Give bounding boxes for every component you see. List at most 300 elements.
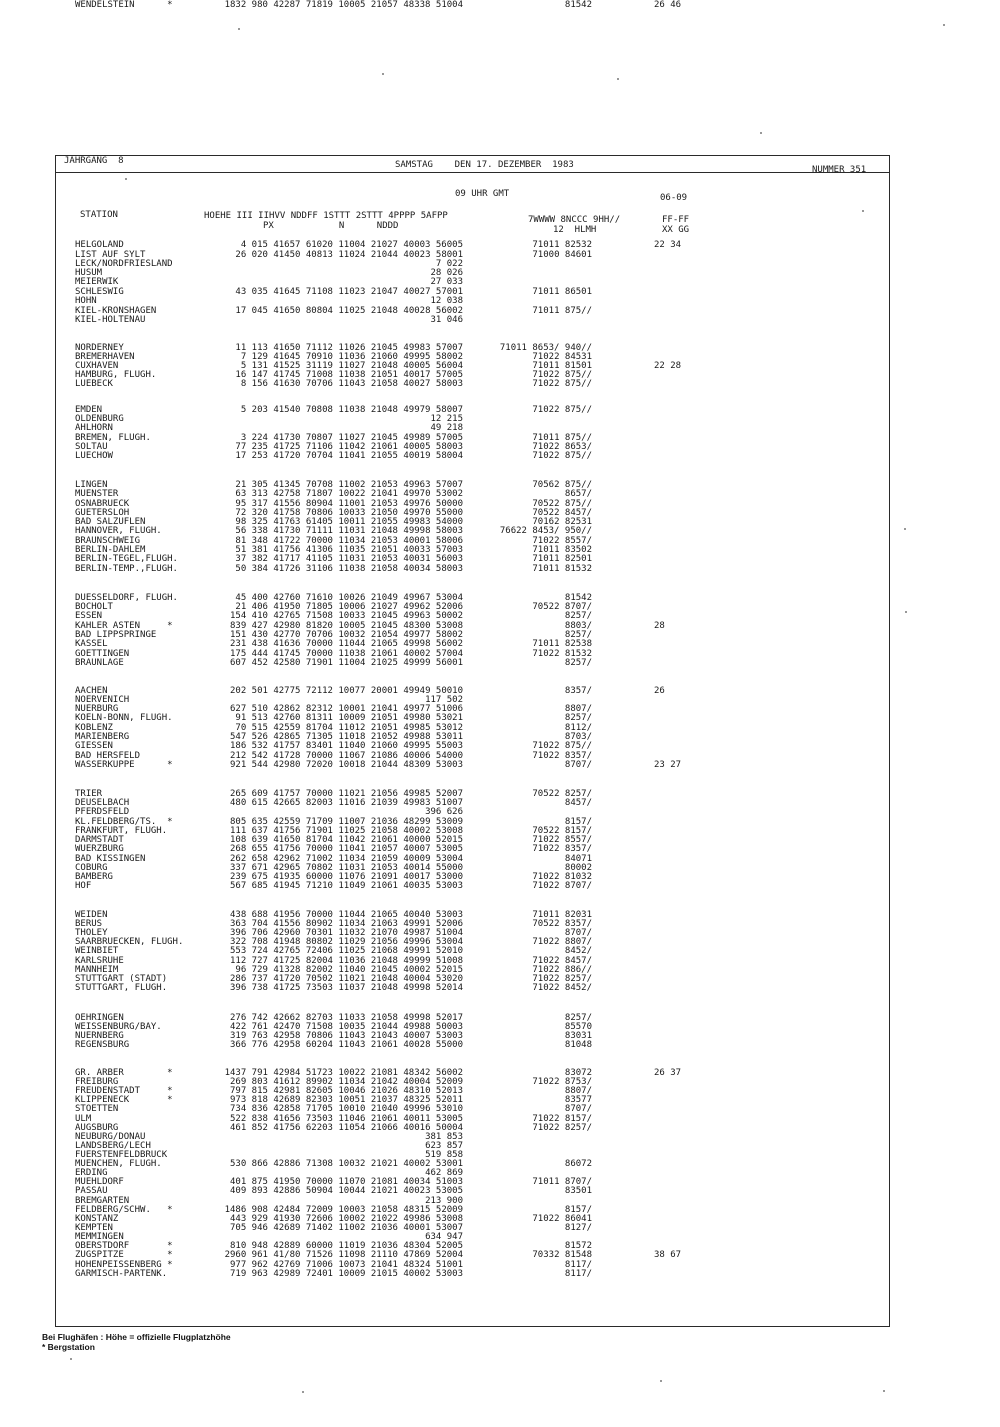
- scan-speck: [904, 528, 906, 530]
- station-name: BREMGARTEN: [75, 1196, 130, 1206]
- station-name: ERDING: [75, 1168, 108, 1178]
- station-main-groups: 462 869: [425, 1168, 463, 1178]
- station-seven-groups: 71022 886//: [532, 965, 592, 975]
- station-name: PFERDSFELD: [75, 807, 130, 817]
- station-name: FREIBURG: [75, 1077, 119, 1087]
- station-main-groups: 63 313 42758 71807 10022 21041 49970 53002: [235, 489, 463, 499]
- header-rule: [55, 172, 889, 173]
- station-main-groups: 154 410 42765 71508 10033 21045 49963 50002: [230, 611, 463, 621]
- station-name: NOERVENICH: [75, 695, 130, 705]
- station-name: BAMBERG: [75, 872, 113, 882]
- station-name: BREMERHAVEN: [75, 352, 135, 362]
- station-name: AUGSBURG: [75, 1123, 119, 1133]
- station-name: NUERBURG: [75, 704, 119, 714]
- station-main-groups: 396 706 42960 70301 11032 21070 49987 51004: [230, 928, 463, 938]
- station-name: WUERZBURG: [75, 844, 124, 854]
- station-seven-groups: 71011 875//: [532, 306, 592, 316]
- station-main-groups: 276 742 42662 82703 11033 21058 49998 52017: [230, 1013, 463, 1023]
- station-main-groups: 401 875 41950 70000 11070 21081 40034 51003: [230, 1177, 463, 1187]
- station-main-groups: 91 513 42760 81311 10009 21051 49980 53021: [235, 713, 463, 723]
- station-seven-groups: 8257/: [564, 630, 592, 640]
- station-seven-groups: 8257/: [564, 1013, 592, 1023]
- station-name: FUERSTENFELDBRUCK: [75, 1150, 168, 1160]
- station-name: MUEHLDORF: [75, 1177, 124, 1187]
- station-name: KLIPPENECK *: [75, 1095, 173, 1105]
- scan-speck: [382, 73, 384, 75]
- date-label: SAMSTAG DEN 17. DEZEMBER 1983: [395, 160, 574, 170]
- scan-speck: [862, 210, 864, 212]
- station-main-groups: 17 253 41720 70704 11041 21055 40019 58004: [235, 451, 463, 461]
- table-row: [0, 807, 1000, 817]
- station-name: KIEL-HOLTENAU: [75, 315, 146, 325]
- station-seven-groups: 81048: [564, 1040, 592, 1050]
- scan-speck: [125, 178, 127, 180]
- station-main-groups: 175 444 41745 70000 11038 21061 40002 57004: [230, 649, 463, 659]
- station-seven-groups: 8657/: [564, 489, 592, 499]
- station-seven-groups: 8707/: [564, 760, 592, 770]
- station-name: REGENSBURG: [75, 1040, 130, 1050]
- station-seven-groups: 83501: [564, 1186, 592, 1196]
- station-name: BERLIN-TEGEL,FLUGH.: [75, 554, 178, 564]
- station-main-groups: 1486 908 42484 72009 10003 21058 48315 52009: [224, 1205, 463, 1215]
- station-main-groups: 268 655 41756 70000 11041 21057 40007 53005: [230, 844, 463, 854]
- scan-speck: [883, 1390, 885, 1392]
- table-row: [0, 564, 1000, 574]
- table-row: [0, 741, 1000, 751]
- table-row: [0, 0, 1000, 10]
- station-name: STUTTGART, FLUGH.: [75, 983, 168, 993]
- scan-speck: [943, 24, 945, 26]
- station-name: BAD HERSFELD: [75, 751, 141, 761]
- station-name: LECK/NORDFRIESLAND: [75, 259, 173, 269]
- station-main-groups: 422 761 42470 71508 10035 21044 49988 50003: [230, 1022, 463, 1032]
- station-main-groups: 77 235 41725 71106 11042 21061 40005 58003: [235, 442, 463, 452]
- station-seven-groups: 8807/: [564, 1086, 592, 1096]
- station-seven-groups: 8157/: [564, 1205, 592, 1215]
- observation-time: 09 UHR GMT: [455, 189, 510, 199]
- station-seven-groups: 71011 82538: [532, 639, 592, 649]
- station-name: BERLIN-DAHLEM: [75, 545, 146, 555]
- station-name: MARIENBERG: [75, 732, 130, 742]
- station-main-groups: 3 224 41730 70807 11027 21045 49989 57005: [240, 433, 463, 443]
- station-main-groups: 28 026: [430, 268, 463, 278]
- station-name: NEUBURG/DONAU: [75, 1132, 146, 1142]
- station-name: WEIDEN: [75, 910, 108, 920]
- station-main-groups: 363 704 41556 80902 11034 21063 49991 52006: [230, 919, 463, 929]
- station-seven-groups: 71022 86041: [532, 1214, 592, 1224]
- station-seven-groups: 8357/: [564, 686, 592, 696]
- station-main-groups: 627 510 42862 82312 10001 21041 49977 51006: [230, 704, 463, 714]
- station-seven-groups: 86072: [564, 1159, 592, 1169]
- station-seven-groups: 71022 875//: [532, 451, 592, 461]
- station-name: MEMMINGEN: [75, 1232, 124, 1242]
- station-name: KOELN-BONN, FLUGH.: [75, 713, 173, 723]
- station-main-groups: 634 947: [425, 1232, 463, 1242]
- station-name: BAD KISSINGEN: [75, 854, 146, 864]
- station-name: WEINBIET: [75, 946, 119, 956]
- station-seven-groups: 83031: [564, 1031, 592, 1041]
- station-seven-groups: 71022 8357/: [532, 844, 592, 854]
- station-name: HANNOVER, FLUGH.: [75, 526, 162, 536]
- station-main-groups: 11 113 41650 71112 11026 21045 49983 57007: [235, 343, 463, 353]
- station-name: KONSTANZ: [75, 1214, 119, 1224]
- station-seven-groups: 70522 8257/: [532, 789, 592, 799]
- table-row: [0, 844, 1000, 854]
- station-seven-groups: 71011 83502: [532, 545, 592, 555]
- table-row: [0, 1250, 1000, 1260]
- station-main-groups: 7 129 41645 70910 11036 21060 49995 58002: [240, 352, 463, 362]
- station-wind-gust: 26: [654, 686, 665, 696]
- station-seven-groups: 83577: [564, 1095, 592, 1105]
- station-seven-groups: 71011 82501: [532, 554, 592, 564]
- station-name: KARLSRUHE: [75, 956, 124, 966]
- station-main-groups: 522 838 41656 73503 11046 21061 40011 53005: [230, 1114, 463, 1124]
- station-name: AACHEN: [75, 686, 108, 696]
- station-main-groups: 438 688 41956 70000 11044 21065 40040 53003: [230, 910, 463, 920]
- station-name: THOLEY: [75, 928, 108, 938]
- station-seven-groups: 8803/: [564, 621, 592, 631]
- station-main-groups: 319 763 42958 70806 11043 21043 40007 53003: [230, 1031, 463, 1041]
- station-seven-groups: 85570: [564, 1022, 592, 1032]
- station-seven-groups: 70562 875//: [532, 480, 592, 490]
- station-main-groups: 810 948 42889 60000 11019 21036 48304 52005: [230, 1241, 463, 1251]
- table-row: [0, 423, 1000, 433]
- station-main-groups: 262 658 42962 71002 11034 21059 40009 53004: [230, 854, 463, 864]
- station-name: MEIERWIK: [75, 277, 119, 287]
- station-seven-groups: 81542: [564, 593, 592, 603]
- station-name: WASSERKUPPE *: [75, 760, 173, 770]
- station-main-groups: 7 022: [435, 259, 463, 269]
- station-seven-groups: 70522 8707/: [532, 602, 592, 612]
- station-main-groups: 1437 791 42984 51723 10022 21081 48342 56002: [224, 1068, 463, 1078]
- station-main-groups: 27 033: [430, 277, 463, 287]
- station-seven-groups: 8707/: [564, 928, 592, 938]
- station-name: BOCHOLT: [75, 602, 113, 612]
- station-main-groups: 45 400 42760 71610 10026 21049 49967 53004: [235, 593, 463, 603]
- station-seven-groups: 84071: [564, 854, 592, 864]
- table-row: [0, 489, 1000, 499]
- station-seven-groups: 71011 8707/: [532, 1177, 592, 1187]
- station-seven-groups: 71022 875//: [532, 741, 592, 751]
- station-main-groups: 96 729 41328 82002 11040 21045 40002 52015: [235, 965, 463, 975]
- station-seven-groups: 83072: [564, 1068, 592, 1078]
- station-main-groups: 5 203 41540 70808 11038 21048 49979 58007: [240, 405, 463, 415]
- station-seven-groups: 71022 8357/: [532, 751, 592, 761]
- station-seven-groups: 76622 8453/ 950//: [499, 526, 592, 536]
- station-main-groups: 31 046: [430, 315, 463, 325]
- station-seven-groups: 71000 84601: [532, 250, 592, 260]
- station-main-groups: 409 893 42886 50904 10044 21021 40023 53005: [230, 1186, 463, 1196]
- column-header-main-sub: PX N NDDD: [263, 221, 399, 231]
- station-name: KL.FELDBERG/TS. *: [75, 817, 173, 827]
- table-row: [0, 315, 1000, 325]
- station-main-groups: 337 671 42965 70802 11031 21053 40014 55000: [230, 863, 463, 873]
- station-main-groups: 839 427 42980 81820 10005 21045 48300 53008: [230, 621, 463, 631]
- station-seven-groups: 71022 8557/: [532, 835, 592, 845]
- station-wind-gust: 22 28: [654, 361, 682, 371]
- station-seven-groups: 70522 8457/: [532, 508, 592, 518]
- station-name: EMDEN: [75, 405, 103, 415]
- station-main-groups: 21 305 41345 70708 11002 21053 49963 57007: [235, 480, 463, 490]
- station-name: ESSEN: [75, 611, 103, 621]
- table-row: [0, 240, 1000, 250]
- station-main-groups: 112 727 41725 82004 11036 21048 49999 51008: [230, 956, 463, 966]
- scan-speck: [617, 78, 619, 80]
- station-seven-groups: 71022 8157/: [532, 1114, 592, 1124]
- station-main-groups: 212 542 41728 70000 11067 21086 40006 54000: [230, 751, 463, 761]
- table-row: [0, 881, 1000, 891]
- station-name: LINGEN: [75, 480, 108, 490]
- station-seven-groups: 71022 8653/: [532, 442, 592, 452]
- station-name: BRAUNLAGE: [75, 658, 124, 668]
- station-name: HOF: [75, 881, 92, 891]
- station-seven-groups: 71011 82532: [532, 240, 592, 250]
- station-main-groups: 98 325 41763 61405 10011 21055 49983 54000: [235, 517, 463, 527]
- station-name: HOHENPEISSENBERG *: [75, 1260, 173, 1270]
- table-row: [0, 296, 1000, 306]
- station-seven-groups: 80002: [564, 863, 592, 873]
- station-main-groups: 734 836 42858 71705 10010 21040 49996 53010: [230, 1104, 463, 1114]
- station-main-groups: 151 430 42770 70706 10032 21054 49977 58002: [230, 630, 463, 640]
- station-name: MUENCHEN, FLUGH.: [75, 1159, 162, 1169]
- table-row: [0, 946, 1000, 956]
- station-seven-groups: 8807/: [564, 704, 592, 714]
- station-main-groups: 21 406 41950 71805 10006 21027 49962 52006: [235, 602, 463, 612]
- station-main-groups: 719 963 42989 72401 10009 21015 40002 53003: [230, 1269, 463, 1279]
- station-seven-groups: 71022 875//: [532, 405, 592, 415]
- station-main-groups: 186 532 41757 83401 11040 21060 49995 55003: [230, 741, 463, 751]
- station-main-groups: 4 015 41657 61020 11004 21027 40003 56005: [240, 240, 463, 250]
- station-name: KASSEL: [75, 639, 108, 649]
- station-seven-groups: 71022 8257/: [532, 974, 592, 984]
- station-name: OSNABRUECK: [75, 499, 130, 509]
- station-seven-groups: 81572: [564, 1241, 592, 1251]
- scan-speck: [660, 1380, 662, 1382]
- station-name: DEUSELBACH: [75, 798, 130, 808]
- station-seven-groups: 8157/: [564, 817, 592, 827]
- station-seven-groups: 71022 81532: [532, 649, 592, 659]
- station-main-groups: 286 737 41720 70502 11021 21048 40004 53020: [230, 974, 463, 984]
- station-wind-gust: 23 27: [654, 760, 682, 770]
- station-main-groups: 50 384 41726 31106 11038 21058 40034 58003: [235, 564, 463, 574]
- station-main-groups: 72 320 41758 70806 10033 21050 49970 55000: [235, 508, 463, 518]
- station-main-groups: 43 035 41645 71108 11023 21047 40027 57001: [235, 287, 463, 297]
- column-header-seven-sub: 12 HLMH: [553, 225, 597, 235]
- station-seven-groups: 70332 81548: [532, 1250, 592, 1260]
- table-row: [0, 611, 1000, 621]
- station-seven-groups: 8117/: [564, 1269, 592, 1279]
- station-main-groups: 81 348 41722 70000 11034 21053 40001 58006: [235, 536, 463, 546]
- station-seven-groups: 8127/: [564, 1223, 592, 1233]
- station-main-groups: 95 317 41556 80904 11001 21053 49976 50000: [235, 499, 463, 509]
- column-header-wind: FF-FF: [662, 215, 690, 225]
- station-main-groups: 973 818 42689 82303 10051 21037 48325 52011: [230, 1095, 463, 1105]
- station-main-groups: 26 020 41450 40813 11024 21044 40023 58001: [235, 250, 463, 260]
- station-main-groups: 366 776 42958 60204 11043 21061 40028 55000: [230, 1040, 463, 1050]
- station-seven-groups: 70522 875//: [532, 499, 592, 509]
- column-header-wind-sub: XX GG: [662, 225, 690, 235]
- table-row: [0, 760, 1000, 770]
- footnote-mountain-station: * Bergstation: [42, 1342, 95, 1352]
- station-name: LUEBECK: [75, 379, 113, 389]
- station-main-groups: 797 815 42981 82605 10046 21026 48310 52013: [230, 1086, 463, 1096]
- station-main-groups: 117 502: [425, 695, 463, 705]
- period-label: 06-09: [660, 193, 688, 203]
- station-name: KIEL-KRONSHAGEN: [75, 306, 157, 316]
- station-name: GARMISCH-PARTENK.: [75, 1269, 168, 1279]
- issue-number: NUMMER 351: [812, 165, 867, 175]
- station-name: BRAUNSCHWEIG: [75, 536, 141, 546]
- station-name: ULM: [75, 1114, 92, 1124]
- station-name: LIST AUF SYLT: [75, 250, 146, 260]
- station-name: OLDENBURG: [75, 414, 124, 424]
- station-main-groups: 547 526 42865 71305 11018 21052 49988 53011: [230, 732, 463, 742]
- station-name: COBURG: [75, 863, 108, 873]
- table-row: [0, 713, 1000, 723]
- table-row: [0, 658, 1000, 668]
- station-seven-groups: 8257/: [564, 713, 592, 723]
- station-name: NUERNBERG: [75, 1031, 124, 1041]
- station-name: BERUS: [75, 919, 103, 929]
- station-name: BAD SALZUFLEN: [75, 517, 146, 527]
- station-seven-groups: 71022 84531: [532, 352, 592, 362]
- footnote-airports: Bei Flughäfen : Höhe = offizielle Flugplatzhöhe: [42, 1332, 231, 1342]
- station-wind-gust: 26 46: [654, 0, 682, 10]
- station-main-groups: 1832 980 42287 71819 10005 21057 48338 51004: [224, 0, 463, 10]
- station-main-groups: 480 615 42665 82003 11016 21039 49983 51007: [230, 798, 463, 808]
- station-seven-groups: 71022 8707/: [532, 881, 592, 891]
- station-seven-groups: 71011 81532: [532, 564, 592, 574]
- station-main-groups: 8 156 41630 70706 11043 21058 40027 58003: [240, 379, 463, 389]
- station-wind-gust: 22 34: [654, 240, 682, 250]
- station-name: LUECHOW: [75, 451, 113, 461]
- station-main-groups: 51 381 41756 41306 11035 21051 40033 57003: [235, 545, 463, 555]
- station-seven-groups: 71011 8653/ 940//: [499, 343, 592, 353]
- station-main-groups: 396 738 41725 73503 11037 21048 49998 52014: [230, 983, 463, 993]
- station-wind-gust: 38 67: [654, 1250, 682, 1260]
- station-name: TRIER: [75, 789, 103, 799]
- station-name: KEMPTEN: [75, 1223, 113, 1233]
- station-seven-groups: 8707/: [564, 1104, 592, 1114]
- station-main-groups: 239 675 41935 60000 11076 21091 40017 53000: [230, 872, 463, 882]
- table-row: [0, 639, 1000, 649]
- table-row: [0, 451, 1000, 461]
- station-seven-groups: 71011 875//: [532, 433, 592, 443]
- station-seven-groups: 71022 8257/: [532, 1123, 592, 1133]
- station-main-groups: 2960 961 41/80 71526 11098 21110 47869 52004: [224, 1250, 463, 1260]
- station-seven-groups: 8257/: [564, 658, 592, 668]
- station-name: ZUGSPITZE *: [75, 1250, 173, 1260]
- station-main-groups: 805 635 42559 71709 11007 21036 48299 53009: [230, 817, 463, 827]
- station-main-groups: 396 626: [425, 807, 463, 817]
- station-seven-groups: 70522 8357/: [532, 919, 592, 929]
- station-name: NORDERNEY: [75, 343, 124, 353]
- station-name: CUXHAVEN: [75, 361, 119, 371]
- jahrgang-label: JAHRGANG 8: [64, 156, 124, 166]
- station-name: WEISSENBURG/BAY.: [75, 1022, 162, 1032]
- table-row: [0, 379, 1000, 389]
- station-seven-groups: 81542: [564, 0, 592, 10]
- station-seven-groups: 71022 875//: [532, 379, 592, 389]
- scan-speck: [238, 28, 240, 30]
- station-name: LANDSBERG/LECH: [75, 1141, 151, 1151]
- station-main-groups: 70 515 42559 81704 11012 21051 49985 53012: [235, 723, 463, 733]
- station-main-groups: 623 857: [425, 1141, 463, 1151]
- station-name: PASSAU: [75, 1186, 108, 1196]
- table-row: [0, 526, 1000, 536]
- station-seven-groups: 71011 82031: [532, 910, 592, 920]
- station-seven-groups: 8257/: [564, 611, 592, 621]
- station-seven-groups: 71022 8457/: [532, 956, 592, 966]
- station-main-groups: 12 215: [430, 414, 463, 424]
- column-header-station: STATION: [80, 210, 118, 220]
- station-seven-groups: 71011 81501: [532, 361, 592, 371]
- station-main-groups: 977 962 42769 71006 10073 21041 48324 51001: [230, 1260, 463, 1270]
- station-main-groups: 553 724 42765 72406 11025 21068 49991 52010: [230, 946, 463, 956]
- station-name: DARMSTADT: [75, 835, 124, 845]
- station-main-groups: 49 218: [430, 423, 463, 433]
- station-seven-groups: 8452/: [564, 946, 592, 956]
- station-main-groups: 231 438 41636 70000 11044 21065 49998 56002: [230, 639, 463, 649]
- station-name: FELDBERG/SCHW. *: [75, 1205, 173, 1215]
- scan-speck: [760, 132, 762, 134]
- station-seven-groups: 71022 8753/: [532, 1077, 592, 1087]
- table-row: [0, 1040, 1000, 1050]
- station-main-groups: 265 609 41757 70000 11021 21056 49985 52007: [230, 789, 463, 799]
- station-main-groups: 5 131 41525 31119 11027 21048 40005 56004: [240, 361, 463, 371]
- station-main-groups: 202 501 42775 72112 10077 20001 49949 50010: [230, 686, 463, 696]
- station-seven-groups: 71022 8807/: [532, 937, 592, 947]
- station-main-groups: 17 045 41650 80804 11025 21048 40028 56002: [235, 306, 463, 316]
- station-name: FREUDENSTADT *: [75, 1086, 173, 1096]
- column-header-seven: 7WWWW 8NCCC 9HH//: [528, 215, 621, 225]
- station-name: BAD LIPPSPRINGE: [75, 630, 157, 640]
- station-seven-groups: 70162 82531: [532, 517, 592, 527]
- station-name: MANNHEIM: [75, 965, 119, 975]
- table-row: [0, 1269, 1000, 1279]
- station-name: GOETTINGEN: [75, 649, 130, 659]
- station-main-groups: 108 639 41650 81704 11042 21061 40000 52015: [230, 835, 463, 845]
- station-name: GR. ARBER *: [75, 1068, 173, 1078]
- station-main-groups: 461 852 41756 62203 11054 21066 40016 50004: [230, 1123, 463, 1133]
- station-name: BREMEN, FLUGH.: [75, 433, 151, 443]
- table-row: [0, 1186, 1000, 1196]
- station-seven-groups: 8117/: [564, 1260, 592, 1270]
- table-row: [0, 983, 1000, 993]
- table-row: [0, 554, 1000, 564]
- station-seven-groups: 71022 81032: [532, 872, 592, 882]
- station-name: HUSUM: [75, 268, 103, 278]
- station-name: STOETTEN: [75, 1104, 119, 1114]
- station-seven-groups: 71022 8557/: [532, 536, 592, 546]
- station-main-groups: 322 708 41948 80802 11029 21056 49996 53004: [230, 937, 463, 947]
- station-main-groups: 213 900: [425, 1196, 463, 1206]
- station-name: GUETERSLOH: [75, 508, 130, 518]
- station-name: AHLHORN: [75, 423, 113, 433]
- station-main-groups: 37 382 41717 41105 11031 21053 40031 56003: [235, 554, 463, 564]
- station-name: DUESSELDORF, FLUGH.: [75, 593, 178, 603]
- station-main-groups: 567 685 41945 71210 11049 21061 40035 53003: [230, 881, 463, 891]
- station-main-groups: 111 637 41756 71901 11025 21058 40002 53008: [230, 826, 463, 836]
- station-name: OBERSTDORF *: [75, 1241, 173, 1251]
- station-name: BERLIN-TEMP.,FLUGH.: [75, 564, 178, 574]
- station-seven-groups: 8112/: [564, 723, 592, 733]
- station-name: KAHLER ASTEN *: [75, 621, 173, 631]
- station-name: HOHN: [75, 296, 97, 306]
- station-wind-gust: 26 37: [654, 1068, 682, 1078]
- station-main-groups: 269 803 41612 89902 11034 21042 40004 52009: [230, 1077, 463, 1087]
- station-main-groups: 530 866 42886 71308 10032 21021 40002 53001: [230, 1159, 463, 1169]
